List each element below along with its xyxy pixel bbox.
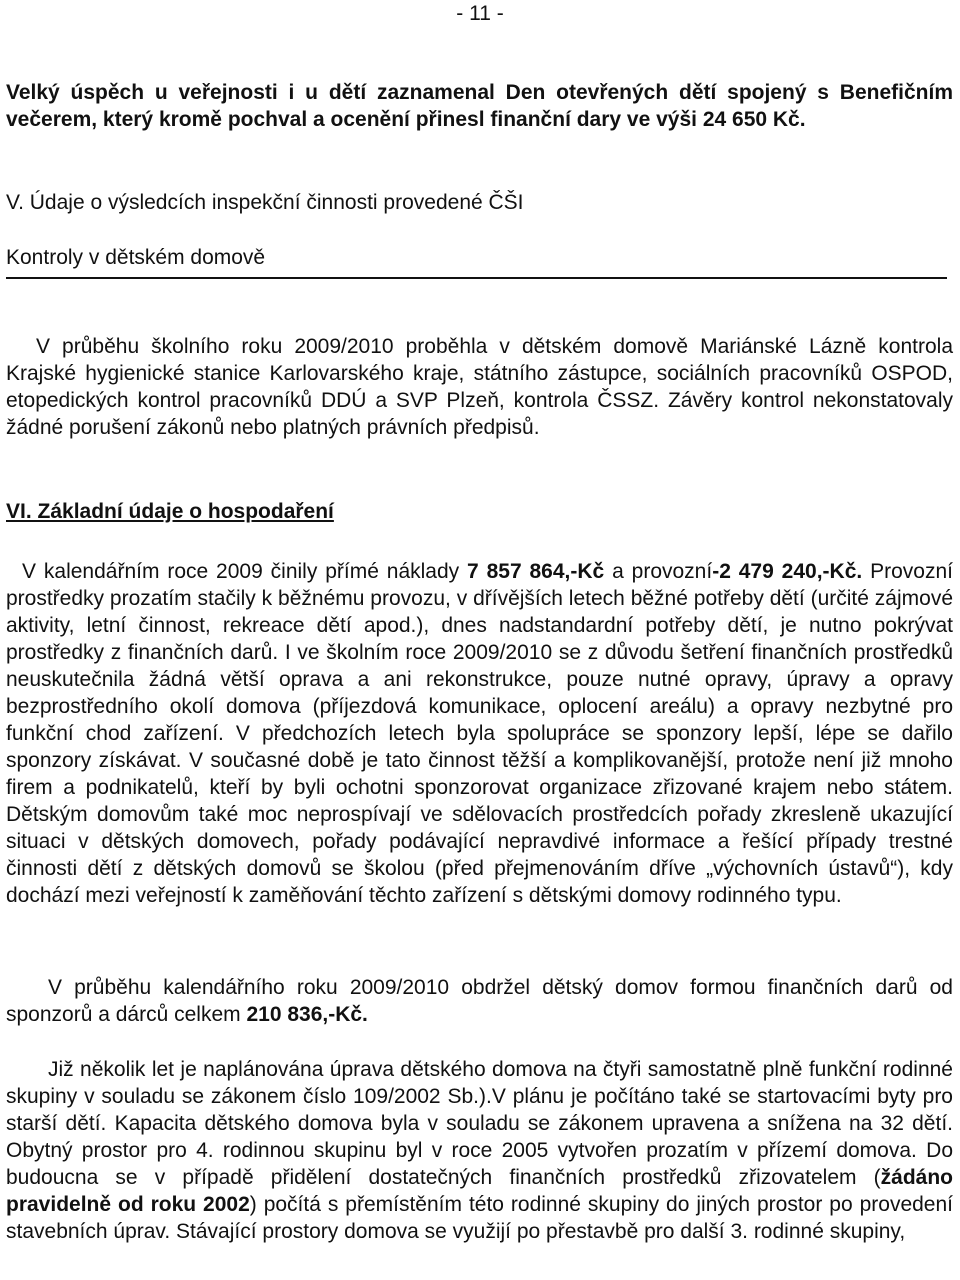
finance-text-start: V kalendářním roce 2009 činily přímé náklady xyxy=(22,560,468,583)
donations-paragraph xyxy=(6,974,953,1028)
heading-underline-rule xyxy=(6,277,947,279)
operating-costs-amount: -2 479 240,-Kč. xyxy=(712,560,863,583)
donations-amount: 210 836,-Kč. xyxy=(246,1003,368,1026)
section-6-heading: VI. Základní údaje o hospodaření xyxy=(6,500,334,523)
plans-text-end: ) počítá s přemístěním této rodinné skupiny do jiných prostor po provedení stavebních úprav. Stávající prostory domova se využijí po přestavbě pro další 3. rodinné skupiny, xyxy=(6,1193,953,1243)
plans-text-start: Již několik let je naplánována úprava dětského domova na čtyři samostatně plně funkční rodinné skupiny v souladu se zákonem číslo 109/2002 Sb.).V plánu je počítáno také se startovacími byty pro starší dětí. Kapacita dětského domova byla v souladu se zákonem upravena a snížena na 32 dětí. Obytný prostor pro 4. rodinnou skupinu byl v roce 2005 vytvořen prozatím v přízemí domova. Do budoucna se v případě přidělení dostatečných finančních prostředků zřizovatelem ( xyxy=(6,1058,953,1189)
page-number: - 11 - xyxy=(456,2,504,25)
finance-text-rest: Provozní prostředky prozatím stačily k běžnému provozu, v dřívějších letech běžné potřeby dětí (určité zájmové aktivity, letní činnost, rekreace dětí apod.), dnes nadstandardní potřeby dětí, je nutno pokrývat prostředky z finančních darů. I ve školním roce 2009/2010 se z důvodu šetření finančních prostředků neuskutečnila žádná větší oprava a ani rekonstrukce, pouze nutné opravy, úpravy a opravy bezprostředního okolí domova (příjezdová komunikace, oplocení areálu) a opravy nezbytné pro funkční chod zařízení. V předchozích letech byla spolupráce se sponzory lepší, lépe se dařilo sponzory získávat. V současné době je tato činnost těžší a komplikovanější, protože není již mnoho firem a podnikatelů, kteří by byli ochotni sponzorovat organizace zřizované krajem nebo státem. Dětským domovům také moc neprospívají ve sdělovacích prostředcích pořady zkresleně ukazující situaci v dětských domovech, pořady podávající nepravdivé informace a řešící případy trestné činnosti dětí z dětských domovů se školou (před přejmenováním dříve „výchovních ústavů“), kdy dochází mezi veřejností k zaměňování těchto zařízení s dětskými domovy rodinného typu. xyxy=(6,560,953,907)
inspection-paragraph: V průběhu školního roku 2009/2010 proběhla v dětském domově Mariánské Lázně kontrola Krajské hygienické stanice Karlovarského kraje, státního zástupce, sociálních pracovníků OSPOD, etopedických kontrol pracovníků DDÚ a SVP Plzeň, kontrola ČSSZ. Závěry kontrol nekonstatovaly žádné porušení zákonů nebo platných právních předpisů. xyxy=(6,335,953,439)
direct-costs-amount: 7 857 864,-Kč xyxy=(467,560,605,583)
plans-paragraph xyxy=(6,1056,953,1245)
finance-paragraph xyxy=(6,558,953,909)
finance-text-mid: a provozní xyxy=(604,560,713,583)
donations-text: V průběhu kalendářního roku 2009/2010 obdržel dětský domov formou finančních darů od sponzorů a dárců celkem xyxy=(6,976,953,1026)
section-5-heading: V. Údaje o výsledcích inspekční činnosti provedené ČŠI xyxy=(6,191,524,214)
section-5-subheading: Kontroly v dětském domově xyxy=(6,246,266,269)
plans-text-bold: žádáno pravidelně od roku 2002 xyxy=(6,1166,953,1216)
intro-paragraph: Velký úspěch u veřejnosti i u dětí zaznamenal Den otevřených dětí spojený s Benefičním večerem, který kromě pochval a ocenění přinesl finanční dary ve výši 24 650 Kč. xyxy=(6,81,953,131)
